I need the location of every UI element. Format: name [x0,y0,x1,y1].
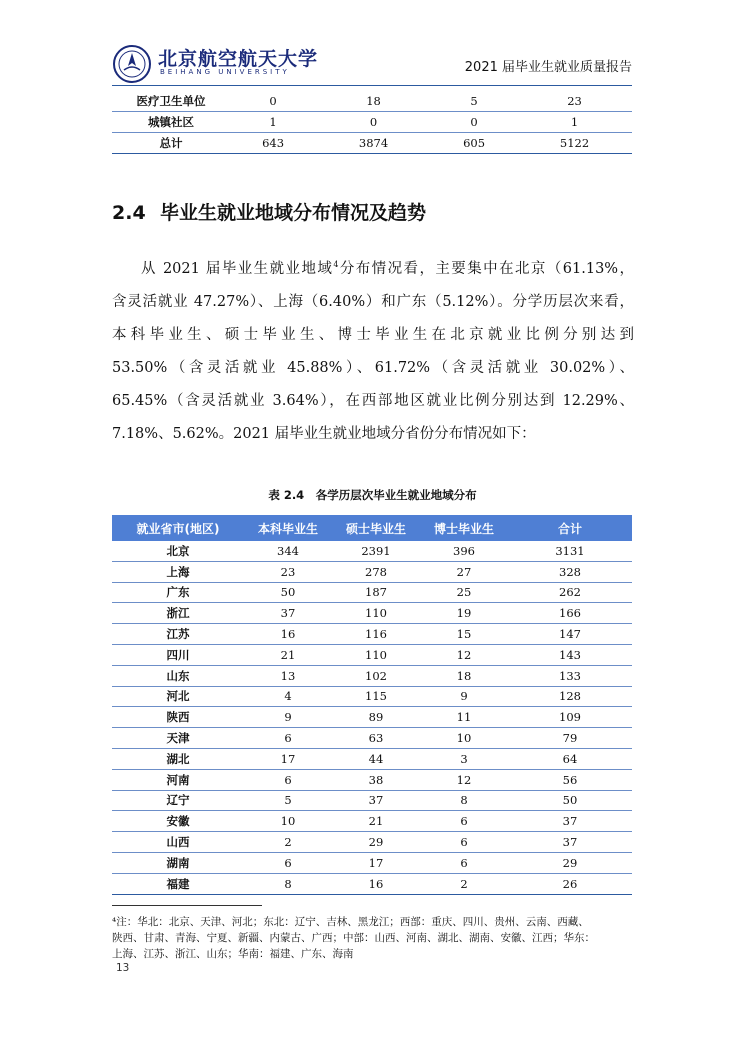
table-cell: 1 [230,112,316,133]
row-label: 上海 [112,561,244,582]
table-caption: 表 2.4 各学历层次毕业生就业地域分布 [268,488,477,502]
table-row [112,832,632,853]
table-cell: 26 [508,873,632,894]
table-row [112,91,632,112]
table-cell: 2 [244,832,332,853]
paragraph-line: 53.50%（含灵活就业 45.88%）、61.72%（含灵活就业 30.02%）、 [112,359,634,376]
table-cell: 27 [420,561,508,582]
table-cell: 50 [508,790,632,811]
table-row [112,603,632,624]
table-cell: 6 [244,769,332,790]
table-cell: 18 [316,91,431,112]
table-cell: 2391 [332,541,420,561]
table-cell: 4 [244,686,332,707]
table-cell: 10 [420,728,508,749]
row-label: 福建 [112,873,244,894]
footnote-line: 上海、江苏、浙江、山东；华南：福建、广东、海南 [112,948,354,960]
header-divider [112,85,632,86]
table-cell: 23 [244,561,332,582]
table-row [112,665,632,686]
table-row [112,852,632,873]
table-cell: 605 [431,133,517,154]
table-cell: 0 [230,91,316,112]
table-cell: 44 [332,748,420,769]
row-label: 辽宁 [112,790,244,811]
table-cell: 18 [420,665,508,686]
region-distribution-table [112,515,632,895]
paragraph-text: 从 2021 届毕业生就业地域 [141,260,334,277]
table-cell: 37 [508,811,632,832]
table-cell: 56 [508,769,632,790]
table-cell: 6 [420,852,508,873]
table-row [112,686,632,707]
table-cell: 13 [244,665,332,686]
table-cell: 37 [508,832,632,853]
table-cell: 63 [332,728,420,749]
table-cell: 5 [431,91,517,112]
table-cell: 109 [508,707,632,728]
table-cell: 38 [332,769,420,790]
table-row [112,811,632,832]
table-cell: 37 [244,603,332,624]
table-row [112,624,632,645]
paragraph-line: 7.18%、5.62%。2021 届毕业生就业地域分省份分布情况如下： [112,425,536,442]
table-cell: 6 [420,832,508,853]
table-cell: 166 [508,603,632,624]
table-cell: 21 [332,811,420,832]
row-label: 总计 [112,133,230,154]
table-cell: 110 [332,603,420,624]
table-cell: 29 [332,832,420,853]
table-cell: 1 [517,112,632,133]
body-paragraph [112,248,634,451]
table-cell: 19 [420,603,508,624]
table-cell: 15 [420,624,508,645]
table-row [112,728,632,749]
table-cell: 396 [420,541,508,561]
table-cell: 37 [332,790,420,811]
row-label: 江苏 [112,624,244,645]
table-cell: 10 [244,811,332,832]
footnote [112,914,636,962]
row-label: 湖南 [112,852,244,873]
row-label: 河南 [112,769,244,790]
table-cell: 110 [332,644,420,665]
table-cell: 8 [244,873,332,894]
table-cell: 64 [508,748,632,769]
row-label: 山东 [112,665,244,686]
table-cell: 102 [332,665,420,686]
table-cell: 116 [332,624,420,645]
table-row [112,112,632,133]
table-cell: 12 [420,644,508,665]
table-cell: 9 [244,707,332,728]
table-cell: 89 [332,707,420,728]
university-name-en: BEIHANG UNIVERSITY [160,68,290,76]
table-cell: 17 [332,852,420,873]
table-cell: 3131 [508,541,632,561]
column-header: 硕士毕业生 [332,515,420,541]
column-header: 本科毕业生 [244,515,332,541]
row-label: 北京 [112,541,244,561]
table-cell: 25 [420,582,508,603]
row-label: 河北 [112,686,244,707]
table-cell: 262 [508,582,632,603]
table-cell: 29 [508,852,632,873]
table-cell: 2 [420,873,508,894]
paragraph-line: 含灵活就业 47.27%）、上海（6.40%）和广东（5.12%）。分学历层次来看， [112,293,634,310]
footnote-line: 陕西、甘肃、青海、宁夏、新疆、内蒙古、广西；中部：山西、河南、湖北、湖南、安徽、江西；华东： [112,932,595,944]
table-row [112,644,632,665]
table-row [112,769,632,790]
table-cell: 6 [420,811,508,832]
table-row [112,707,632,728]
table-cell: 6 [244,852,332,873]
table-row [112,582,632,603]
table-row [112,873,632,894]
table-cell: 344 [244,541,332,561]
paragraph-text: 分布情况看，主要集中在北京（61.13%， [338,260,634,277]
table-cell: 21 [244,644,332,665]
footnote-divider [112,905,262,906]
table-cell: 328 [508,561,632,582]
table-cell: 147 [508,624,632,645]
page-header [112,40,632,84]
paragraph-line [112,248,634,286]
table-cell: 143 [508,644,632,665]
table-header-row [112,515,632,541]
table-cell: 6 [244,728,332,749]
row-label: 浙江 [112,603,244,624]
table-cell: 0 [431,112,517,133]
row-label: 城镇社区 [112,112,230,133]
paragraph-line: 65.45%（含灵活就业 3.64%），在西部地区就业比例分别达到 12.29%、 [112,392,634,409]
table-cell: 115 [332,686,420,707]
table-cell: 187 [332,582,420,603]
table-cell: 643 [230,133,316,154]
section-title-text: 毕业生就业地域分布情况及趋势 [160,202,427,224]
section-number: 2.4 [112,202,146,224]
table-cell: 133 [508,665,632,686]
table-cell: 3 [420,748,508,769]
table-cell: 11 [420,707,508,728]
table-cell: 50 [244,582,332,603]
row-label: 天津 [112,728,244,749]
row-label: 安徽 [112,811,244,832]
row-label: 湖北 [112,748,244,769]
paragraph-line: 本科毕业生、硕士毕业生、博士毕业生在北京就业比例分别达到 [112,326,634,343]
row-label: 陕西 [112,707,244,728]
table-cell: 0 [316,112,431,133]
row-label: 医疗卫生单位 [112,91,230,112]
table-row [112,748,632,769]
table-cell: 23 [517,91,632,112]
table-row [112,133,632,154]
row-label: 广东 [112,582,244,603]
table-row [112,561,632,582]
table-cell: 8 [420,790,508,811]
table-cell: 5122 [517,133,632,154]
table-row [112,541,632,561]
table-cell: 17 [244,748,332,769]
university-name-cn: 北京航空航天大学 [158,48,319,70]
table-cell: 79 [508,728,632,749]
table-cell: 12 [420,769,508,790]
footnote-line: ⁴注：华北：北京、天津、河北；东北：辽宁、吉林、黑龙江；西部：重庆、四川、贵州、云南、西藏、 [112,916,589,928]
table-cell: 16 [244,624,332,645]
report-title: 2021 届毕业生就业质量报告 [464,60,632,75]
table-cell: 3874 [316,133,431,154]
row-label: 山西 [112,832,244,853]
column-header: 博士毕业生 [420,515,508,541]
table-row [112,790,632,811]
table-cell: 9 [420,686,508,707]
university-emblem-icon [112,44,152,84]
table-cell: 5 [244,790,332,811]
column-header: 合计 [508,515,632,541]
row-label: 四川 [112,644,244,665]
table-cell: 16 [332,873,420,894]
continued-table [112,91,632,154]
table-cell: 128 [508,686,632,707]
column-header: 就业省市(地区) [112,515,244,541]
page-number: 13 [116,962,130,974]
footnote-ref: 4 [333,260,339,269]
section-heading [112,198,426,225]
table-cell: 278 [332,561,420,582]
